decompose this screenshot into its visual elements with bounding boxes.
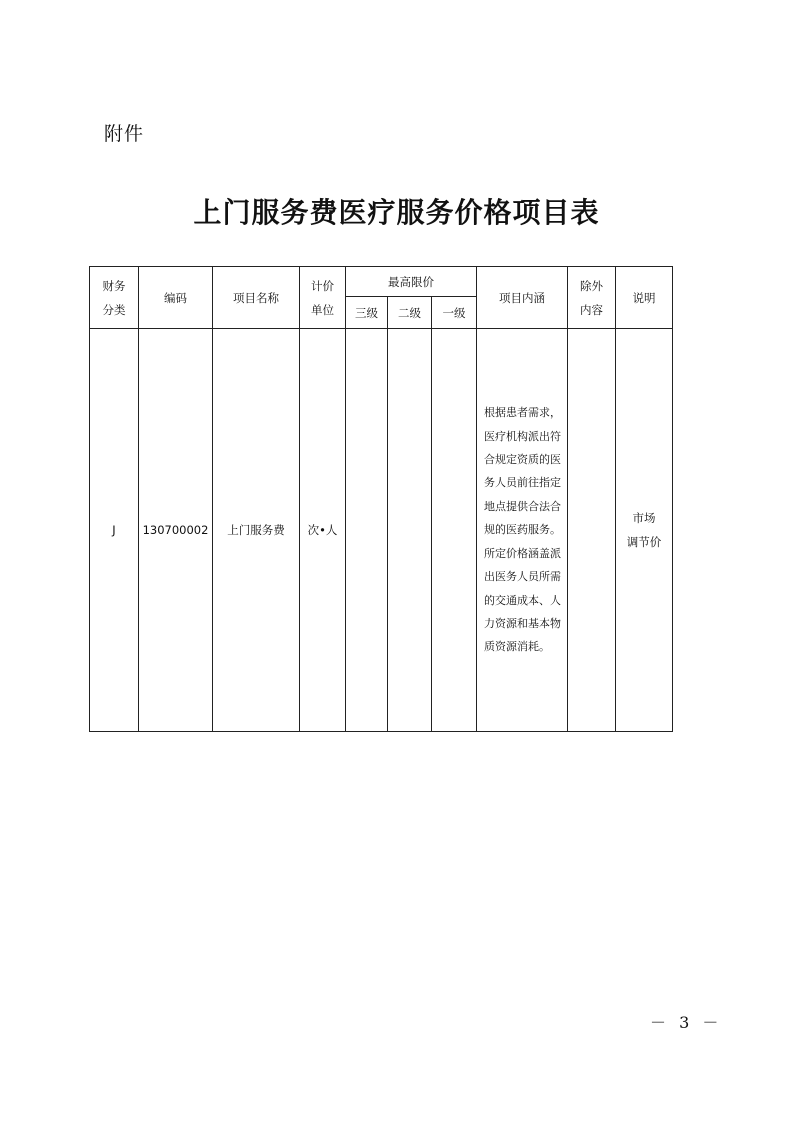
header-level2: 二级 — [388, 297, 432, 329]
header-code: 编码 — [139, 267, 213, 329]
header-unit-line1: 计价 — [311, 278, 334, 293]
cell-content: 根据患者需求，医疗机构派出符合规定资质的医务人员前往指定地点提供合法合规的医药服务。所定价格涵盖派出医务人员所需的交通成本、人力资源和基本物质资源消耗。 — [477, 329, 568, 732]
cell-notes — [616, 329, 673, 732]
document-title: 上门服务费医疗服务价格项目表 — [193, 196, 600, 229]
header-level1: 一级 — [432, 297, 477, 329]
cell-notes-line1: 市场 — [632, 511, 656, 525]
price-items-table — [89, 266, 673, 732]
cell-level2 — [388, 329, 432, 732]
cell-exclusion — [568, 329, 616, 732]
cell-unit: 次•人 — [300, 329, 346, 732]
header-content: 项目内涵 — [477, 267, 568, 329]
page-number: － 3 － — [650, 1013, 723, 1032]
cell-item-name: 上门服务费 — [213, 329, 300, 732]
cell-level1 — [432, 329, 477, 732]
header-category — [90, 267, 139, 329]
header-category-line2: 分类 — [102, 302, 126, 317]
header-exclusion-line1: 除外 — [580, 278, 604, 293]
cell-level3 — [346, 329, 388, 732]
cell-code: 130700002 — [139, 329, 213, 732]
header-exclusion — [568, 267, 616, 329]
header-unit-line2: 单位 — [311, 302, 334, 317]
header-max-price: 最高限价 — [346, 267, 477, 297]
header-category-line1: 财务 — [102, 278, 126, 293]
header-level3: 三级 — [346, 297, 388, 329]
cell-category: J — [90, 329, 139, 732]
header-notes: 说明 — [616, 267, 673, 329]
table-header-row — [90, 267, 673, 297]
header-item-name: 项目名称 — [213, 267, 300, 329]
table-row — [90, 329, 673, 732]
header-unit — [300, 267, 346, 329]
cell-notes-line2: 调节价 — [626, 535, 662, 549]
attachment-label: 附件 — [104, 123, 145, 145]
header-exclusion-line2: 内容 — [580, 302, 604, 317]
